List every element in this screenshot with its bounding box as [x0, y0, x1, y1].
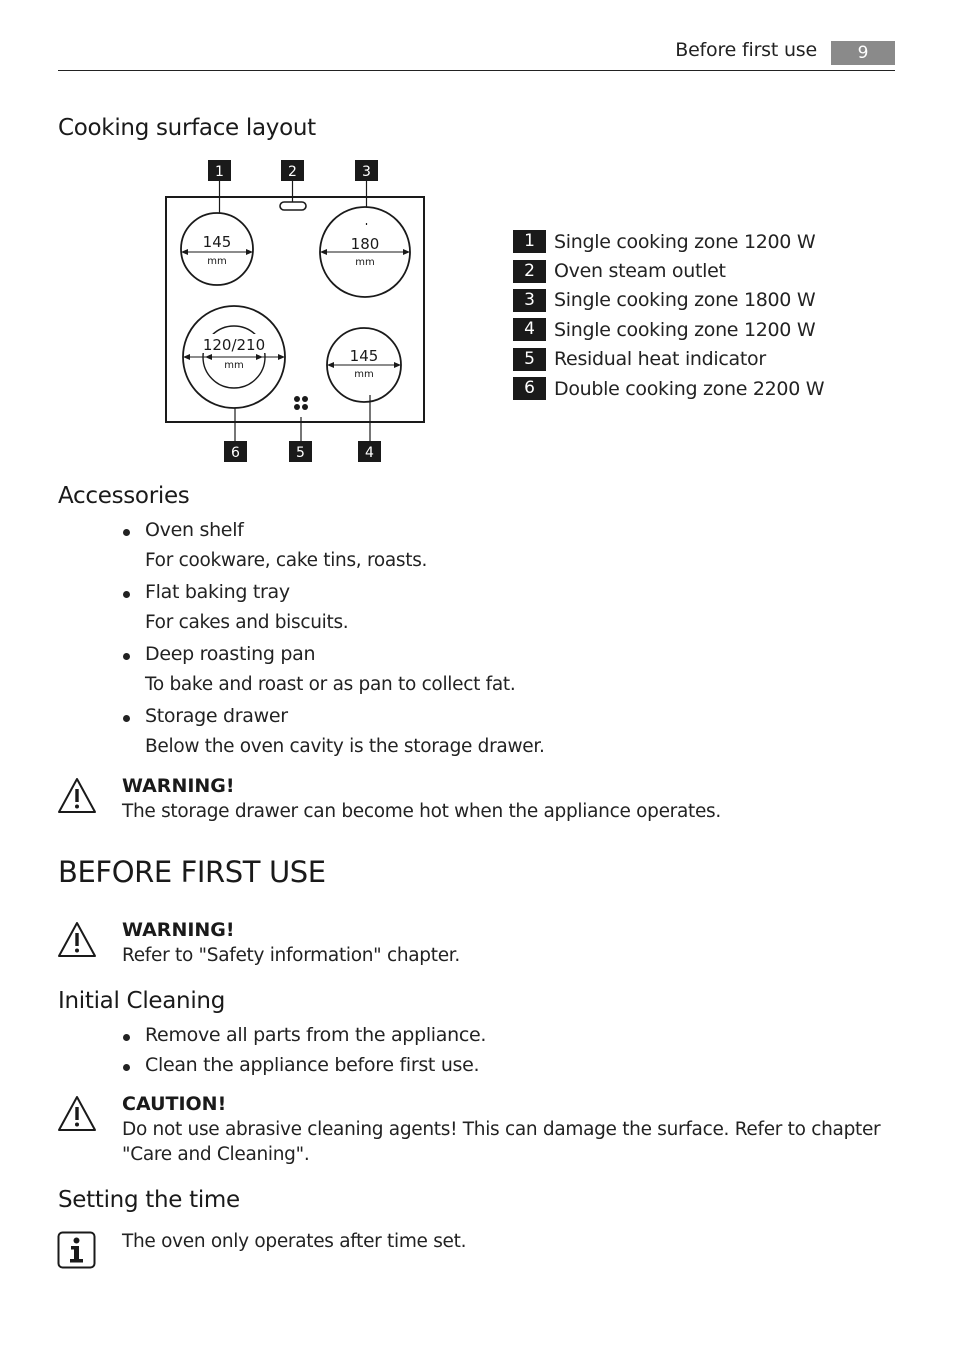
accessories-list [121, 519, 545, 767]
cleaning-list [121, 1024, 486, 1084]
legend-number: 4 [513, 318, 546, 341]
caution-title: CAUTION! [122, 1093, 227, 1115]
legend-number: 1 [513, 230, 546, 253]
zone-4-unit: mm [354, 369, 374, 380]
callout-1 [208, 160, 231, 181]
list-item: Remove all parts from the appliance. [121, 1024, 486, 1054]
accessory-desc: For cakes and biscuits. [145, 612, 349, 633]
callout-4 [358, 441, 381, 462]
callout-1-label: 1 [215, 164, 224, 180]
page-number: 9 [831, 41, 895, 65]
zone-1-unit: mm [207, 256, 227, 267]
legend-text: Residual heat indicator [554, 348, 766, 371]
zone-3-unit: mm [355, 257, 375, 268]
legend-text: Single cooking zone 1200 W [554, 318, 816, 341]
legend-text: Oven steam outlet [554, 260, 726, 283]
zone-4 [327, 328, 401, 402]
accessories-heading: Accessories [58, 483, 190, 509]
header-section-title: Before first use [675, 39, 817, 61]
legend-number: 2 [513, 260, 546, 283]
info-text: The oven only operates after time set. [122, 1231, 467, 1252]
accessory-desc: To bake and roast or as pan to collect fat. [145, 674, 516, 695]
callout-2 [281, 160, 304, 181]
accessory-desc: Below the oven cavity is the storage drawer. [145, 736, 545, 757]
warning-icon [57, 920, 97, 960]
caution-text: Do not use abrasive cleaning agents! This can damage the surface. Refer to chapter "Care and Cleaning". [122, 1119, 881, 1165]
warning-title: WARNING! [122, 775, 235, 797]
header-divider [58, 70, 895, 71]
zone-1-size: 145 [202, 233, 232, 251]
legend-item [513, 256, 824, 285]
warning-title: WARNING! [122, 919, 235, 941]
callout-6-label: 6 [231, 445, 240, 461]
zone-6 [183, 306, 285, 408]
cooking-surface-diagram [160, 155, 435, 470]
zone-3-size: 180 [350, 235, 380, 253]
list-item: Clean the appliance before first use. [121, 1054, 486, 1084]
setting-time-heading: Setting the time [58, 1187, 240, 1213]
cooking-surface-heading: Cooking surface layout [58, 115, 316, 141]
legend-item [513, 286, 824, 315]
legend-number: 6 [513, 377, 546, 400]
accessory-name: Deep roasting pan [121, 643, 545, 674]
legend-number: 5 [513, 348, 546, 371]
caution-icon [57, 1094, 97, 1134]
zone-3 [320, 207, 410, 297]
zone-6-size: 120/210 [202, 336, 266, 354]
chapter-title: BEFORE FIRST USE [58, 855, 326, 889]
legend-text: Single cooking zone 1800 W [554, 289, 816, 312]
accessory-name: Flat baking tray [121, 581, 545, 612]
callout-3 [355, 160, 378, 181]
initial-cleaning-heading: Initial Cleaning [58, 988, 225, 1014]
legend-text: Double cooking zone 2200 W [554, 377, 825, 400]
callout-3-label: 3 [362, 164, 371, 180]
legend-item [513, 345, 824, 374]
warning-icon [57, 776, 97, 816]
legend-item [513, 315, 824, 344]
accessory-name: Oven shelf [121, 519, 545, 550]
info-icon [57, 1231, 97, 1271]
accessory-name: Storage drawer [121, 705, 545, 736]
legend-number: 3 [513, 289, 546, 312]
callout-5-label: 5 [296, 445, 305, 461]
callout-5 [289, 441, 312, 462]
zone-4-size: 145 [349, 347, 379, 365]
callout-4-label: 4 [365, 445, 374, 461]
callout-6 [224, 441, 247, 462]
zone-6-unit: mm [224, 360, 244, 371]
legend-text: Single cooking zone 1200 W [554, 230, 816, 253]
warning-text: The storage drawer can become hot when the appliance operates. [122, 801, 721, 822]
legend-item [513, 227, 824, 256]
legend-item [513, 374, 824, 403]
warning-text: Refer to "Safety information" chapter. [122, 945, 460, 966]
diagram-legend [513, 227, 824, 403]
callout-2-label: 2 [288, 164, 297, 180]
accessory-desc: For cookware, cake tins, roasts. [145, 550, 428, 571]
zone-1 [181, 213, 253, 285]
